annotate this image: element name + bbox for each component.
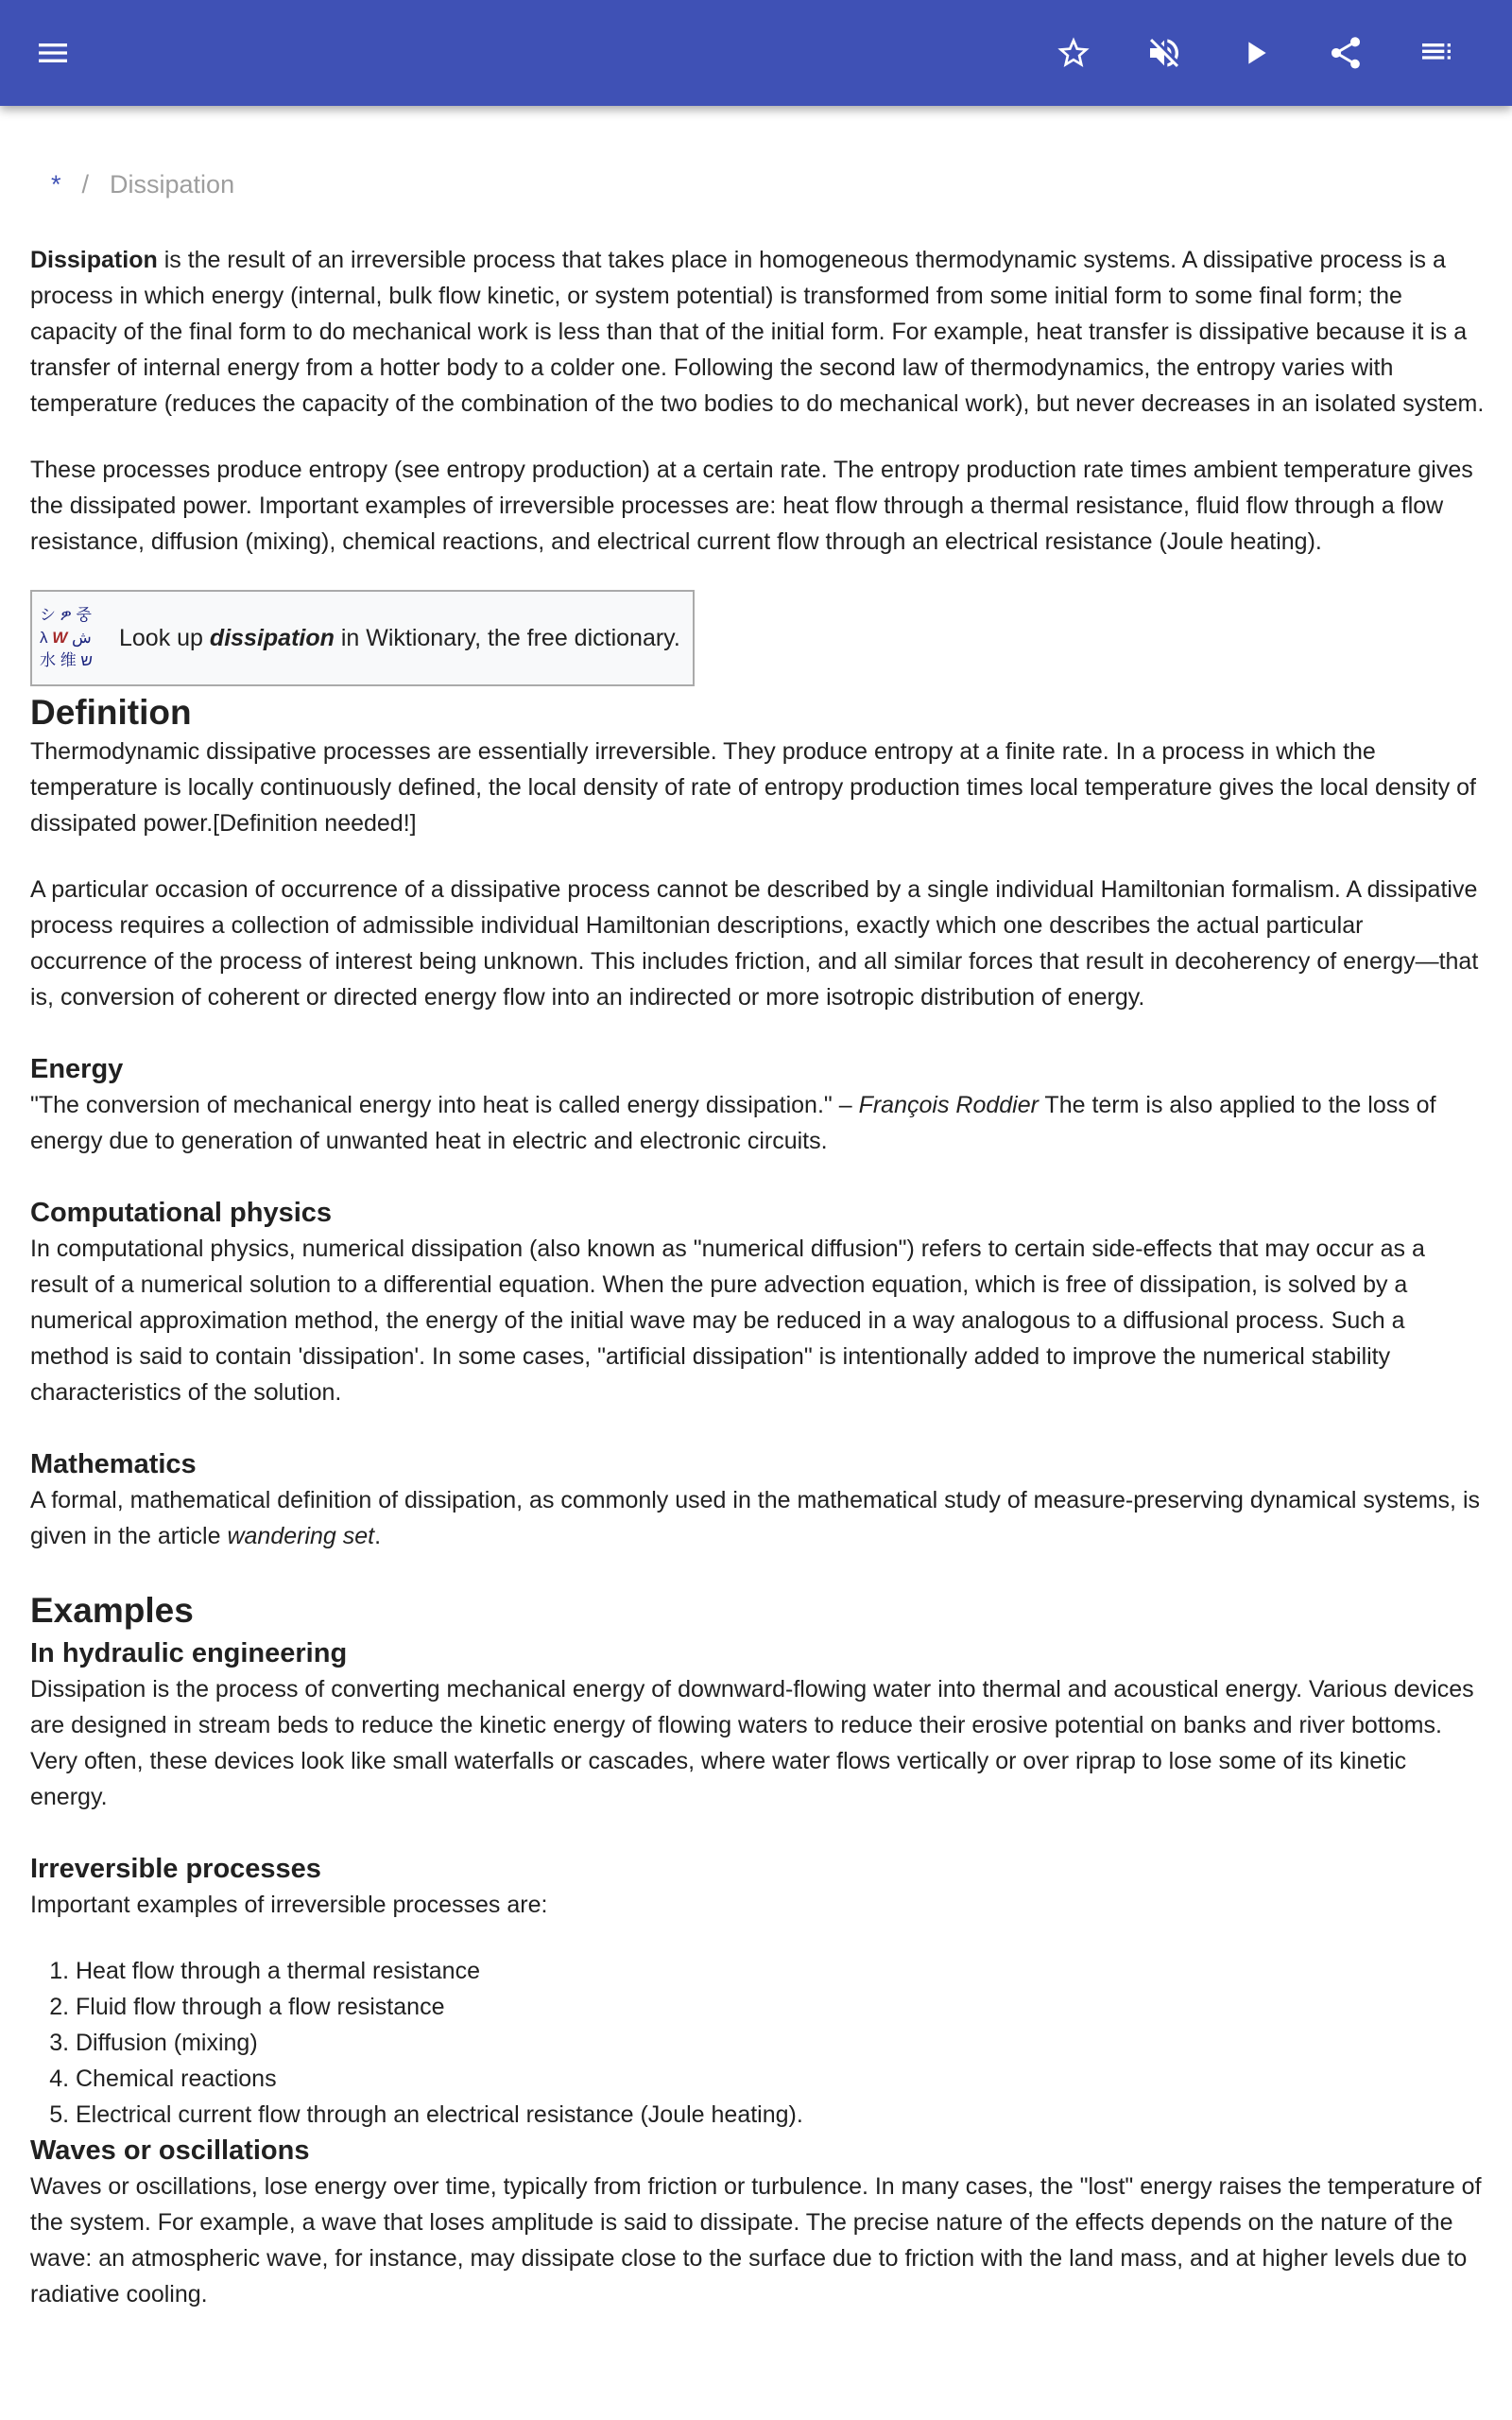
list-item: 4. Chemical reactions (76, 2061, 1486, 2097)
heading-definition: Definition (30, 693, 192, 732)
heading-irreversible: Irreversible processes (30, 1854, 321, 1884)
energy-author: François Roddier (858, 1092, 1039, 1118)
list-item: 3. Diffusion (mixing) (76, 2025, 1486, 2061)
term-bold: Dissipation (30, 247, 158, 273)
mathematics-end: . (374, 1523, 382, 1549)
irreversible-paragraph: Important examples of irreversible processes are: (30, 1892, 548, 1918)
energy-paragraph (30, 1087, 1486, 1159)
share-icon[interactable] (1323, 30, 1368, 76)
list-item: 1. Heat flow through a thermal resistance (76, 1953, 1486, 1989)
definition-paragraph-1: Thermodynamic dissipative processes are essentially irreversible. They produce entropy at a finite rate. In a process in which the temperature is locally continuously defined, the local density of rate of entropy production times local temperature gives the local density of dissipated power.[Definition needed!] (30, 738, 1476, 837)
energy-rest: The term is also applied to the loss of energy due to generation of unwanted heat in electric and electronic circuits. (30, 1092, 1436, 1154)
breadcrumb-current: Dissipation (110, 170, 235, 199)
heading-mathematics: Mathematics (30, 1449, 197, 1479)
intro-text: is the result of an irreversible process that takes place in homogeneous thermodynamic systems. A dissipative process is a process in which energy (internal, bulk flow kinetic, or system potential) is transformed from some initial form to some final form; the capacity of the final form to do mechanical work is less than that of the initial form. For example, heat transfer is dissipative because it is a transfer of internal energy from a hotter body to a colder one. Following the second law of thermodynamics, the entropy varies with temperature (reduces the capacity of the combination of the two bodies to do mechanical work), but never decreases in an isolated system. (30, 247, 1485, 417)
list-item: 2. Fluid flow through a flow resistance (76, 1989, 1486, 2025)
definition-paragraph-2: A particular occasion of occurrence of a dissipative process cannot be described by a single individual Hamiltonian formalism. A dissipative process requires a collection of admissible individual Hamiltonian descriptions, exactly which one describes the actual particular occurrence of the process of interest being unknown. This includes friction, and all similar forces that result in decoherency of energy—that is, conversion of coherent or directed energy flow into an indirected or more isotropic distribution of energy. (30, 876, 1479, 1011)
heading-hydraulic: In hydraulic engineering (30, 1638, 348, 1668)
intro-paragraph-1 (30, 242, 1486, 422)
wandering-set-link[interactable]: wandering set (227, 1523, 375, 1549)
heading-waves: Waves or oscillations (30, 2135, 310, 2166)
wiktionary-box (30, 590, 695, 686)
star-icon[interactable] (1051, 30, 1096, 76)
play-icon[interactable] (1232, 30, 1278, 76)
wiktionary-link[interactable]: dissipation (209, 625, 335, 651)
wiktionary-pre: Look up (119, 625, 210, 651)
heading-energy: Energy (30, 1054, 124, 1084)
wiktionary-post: in Wiktionary, the free dictionary. (334, 625, 680, 651)
breadcrumb-home[interactable]: * (51, 170, 61, 199)
volume-off-icon[interactable] (1142, 30, 1187, 76)
computational-paragraph: In computational physics, numerical dissipation (also known as "numerical diffusion") refers to certain side-effects that may occur as a result of a numerical solution to a differential equation. When the pure advection equation, which is free of dissipation, is solved by a numerical approximation method, the energy of the initial wave may be reduced in a way analogous to a diffusional process. Such a method is said to contain 'dissipation'. In some cases, "artificial dissipation" is intentionally added to improve the numerical stability characteristics of the solution. (30, 1236, 1425, 1406)
heading-examples: Examples (30, 1591, 194, 1630)
heading-computational-physics: Computational physics (30, 1198, 333, 1228)
breadcrumb (51, 170, 234, 199)
playlist-icon[interactable] (1414, 30, 1459, 76)
waves-paragraph: Waves or oscillations, lose energy over time, typically from friction or turbulence. In many cases, the "lost" energy raises the temperature of the system. For example, a wave that loses amplitude is said to dissipate. The precise nature of the effects depends on the nature of the wave: an atmospheric wave, for instance, may dissipate close to the surface due to friction with the land mass, and at higher levels due to radiative cooling. (30, 2173, 1482, 2308)
breadcrumb-separator: / (81, 170, 90, 199)
hydraulic-paragraph: Dissipation is the process of converting mechanical energy of downward-flowing water into thermal and acoustical energy. Various devices are designed in stream beds to reduce the kinetic energy of flowing waters to reduce their erosive potential on banks and river bottoms. Very often, these devices look like small waterfalls or cascades, where water flows vertically or over riprap to lose some of its kinetic energy. (30, 1676, 1474, 1810)
mathematics-paragraph (30, 1482, 1486, 1554)
menu-icon[interactable] (30, 30, 76, 76)
app-toolbar (0, 0, 1512, 106)
intro-paragraph-2: These processes produce entropy (see entropy production) at a certain rate. The entropy production rate times ambient temperature gives the dissipated power. Important examples of irreversible processes are: heat flow through a thermal resistance, fluid flow through a flow resistance, diffusion (mixing), chemical reactions, and electrical current flow through an electrical resistance (Joule heating). (30, 457, 1473, 555)
wiktionary-text (119, 620, 680, 656)
list-item: 5. Electrical current flow through an electrical resistance (Joule heating). (76, 2097, 1486, 2133)
mathematics-text: A formal, mathematical definition of dissipation, as commonly used in the mathematical study of measure-preserving dynamical systems, is given in the article (30, 1487, 1480, 1549)
wiktionary-logo-icon: シ ዎ 중 λ W ش 水 维 ש (40, 606, 93, 669)
irreversible-list (76, 1953, 1486, 2133)
energy-quote: "The conversion of mechanical energy into heat is called energy dissipation." – (30, 1092, 859, 1118)
